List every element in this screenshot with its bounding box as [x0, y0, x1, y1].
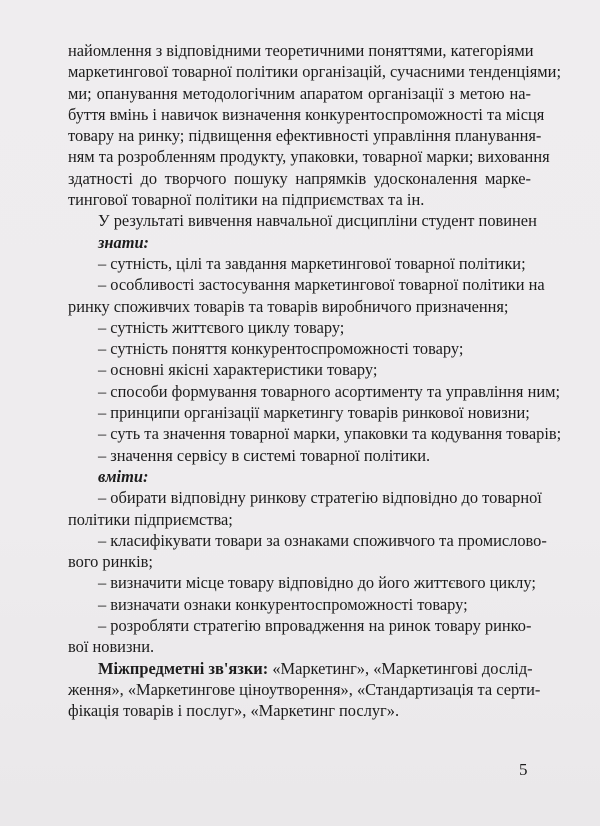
interdisciplinary-label: Міжпредметні зв'язки: — [98, 658, 269, 678]
text-line: буття вмінь і навичок визначення конкурентоспроможності та місця — [68, 104, 545, 124]
list-item: вого ринків; — [68, 552, 153, 572]
page-number: 5 — [519, 760, 528, 779]
list-item: – значення сервісу в системі товарної політики. — [98, 445, 431, 465]
list-item: – основні якісні характеристики товару; — [98, 360, 378, 380]
list-item: – сутність, цілі та завдання маркетингової товарної політики; — [98, 253, 526, 273]
text-line: найомлення з відповідними теоретичними поняттями, категоріями — [68, 41, 534, 60]
list-item: – обирати відповідну ринкову стратегію відповідно до товарної — [98, 488, 542, 508]
list-item: політики підприємства; — [68, 509, 233, 529]
body-text — [68, 40, 562, 722]
list-item: – визначити місце товару відповідно до його життєвого циклу; — [98, 573, 536, 593]
list-item: – суть та значення товарної марки, упаковки та кодування товарів; — [98, 424, 562, 444]
list-item: – класифікувати товари за ознаками споживчого та промислово- — [98, 530, 547, 550]
text-line: маркетингової товарної політики організацій, сучасними тенденціями; — [68, 62, 561, 82]
interdisciplinary-text: «Маркетинг», «Маркетингові дослід- — [272, 658, 533, 678]
result-intro: У результаті вивчення навчальної дисципліни студент повинен — [98, 211, 537, 231]
interdisciplinary-paragraph — [68, 658, 541, 722]
list-item: – способи формування товарного асортименту та управління ним; — [98, 381, 561, 401]
list-item: – сутність поняття конкурентоспроможності товару; — [98, 339, 464, 359]
text-line: ження», «Маркетингове ціноутворення», «Стандартизація та серти- — [68, 679, 541, 699]
know-list — [68, 253, 562, 466]
skills-heading: вміти: — [98, 466, 149, 486]
list-item: – особливості застосування маркетингової товарної політики на — [98, 275, 545, 295]
text-line: ми; опанування методологічним апаратом організації з метою на- — [68, 83, 531, 103]
list-item: – принципи організації маркетингу товарів ринкової новизни; — [98, 403, 530, 423]
text-line — [68, 658, 531, 679]
list-item: – визначати ознаки конкурентоспроможності товару; — [98, 594, 468, 614]
text-line: товару на ринку; підвищення ефективності управління планування- — [68, 126, 542, 146]
intro-paragraph — [68, 40, 561, 210]
list-item: – розробляти стратегію впровадження на ринок товару ринко- — [98, 616, 532, 636]
skills-list — [68, 466, 547, 658]
know-heading: знати: — [98, 232, 150, 252]
text-line: здатності до творчого пошуку напрямків удосконалення марке- — [68, 168, 531, 188]
list-item: ринку споживчих товарів та товарів виробничого призначення; — [68, 296, 509, 316]
list-item: – сутність життєвого циклу товару; — [98, 317, 345, 337]
result-paragraph — [68, 210, 537, 253]
text-line: фікація товарів і послуг», «Маркетинг послуг». — [68, 701, 400, 721]
text-line: ням та розробленням продукту, упаковки, товарної марки; виховання — [68, 147, 550, 167]
list-item: вої новизни. — [68, 637, 155, 657]
text-line: тингової товарної політики на підприємствах та ін. — [68, 190, 425, 210]
